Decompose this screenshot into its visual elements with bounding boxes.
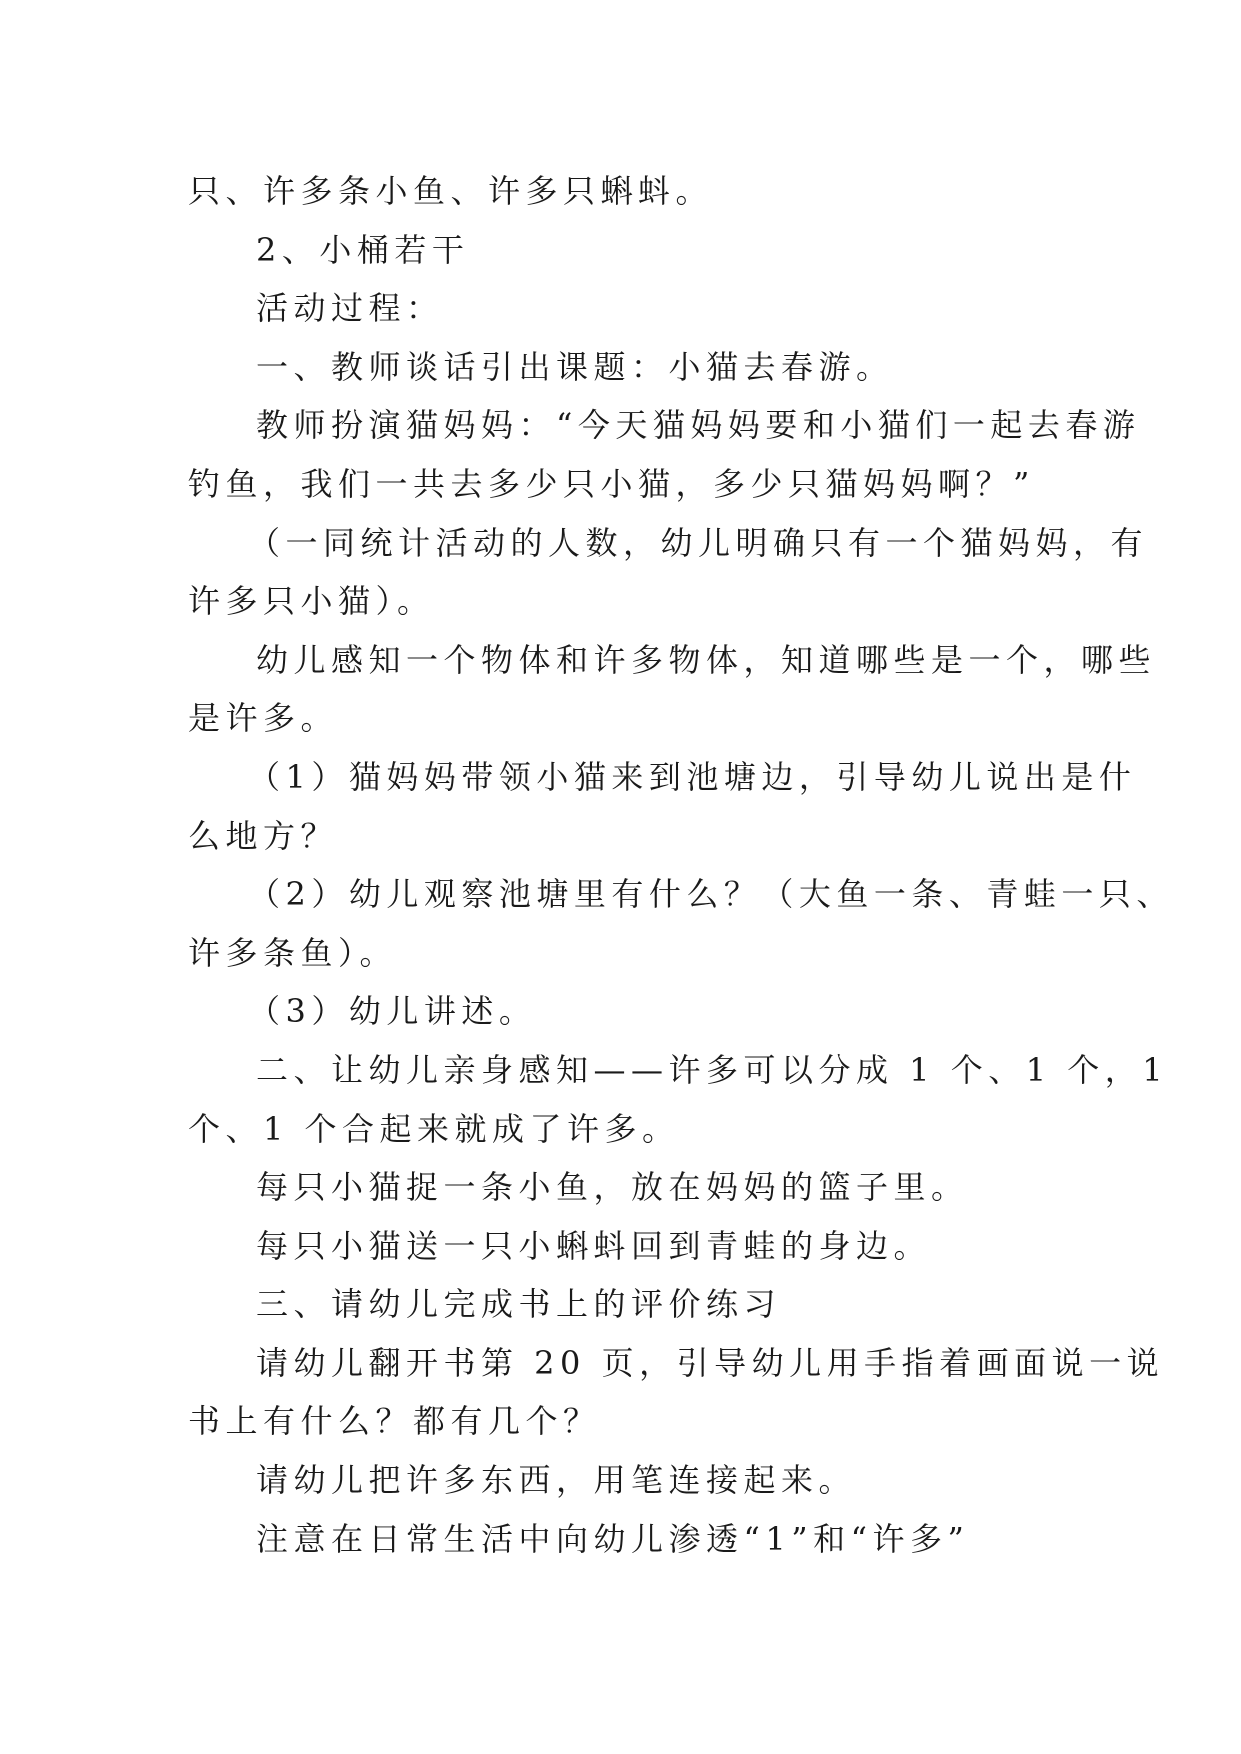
text-line: 教师扮演猫妈妈：“今天猫妈妈要和小猫们一起去春游	[256, 406, 1141, 445]
text-line: 许多只小猫）。	[188, 582, 435, 621]
text-line: 每只小猫捉一条小鱼，放在妈妈的篮子里。	[256, 1168, 969, 1207]
text-line: （2）幼儿观察池塘里有什么？（大鱼一条、青蛙一只、	[248, 875, 1174, 914]
section-heading: 二、让幼儿亲身感知——许多可以分成 1 个、1 个，1	[256, 1050, 1169, 1089]
text-line: 请幼儿翻开书第 20 页，引导幼儿用手指着画面说一说	[256, 1343, 1165, 1382]
text-line: 许多条鱼）。	[188, 933, 398, 972]
text-line: 注意在日常生活中向幼儿渗透“1”和“许多”	[256, 1519, 970, 1558]
text-line: （1）猫妈妈带领小猫来到池塘边，引导幼儿说出是什	[248, 757, 1137, 796]
text-line: 么地方？	[188, 816, 339, 855]
text-line: 只、许多条小鱼、许多只蝌蚪。	[188, 172, 714, 210]
text-line: 幼儿感知一个物体和许多物体，知道哪些是一个，哪些	[256, 640, 1157, 679]
section-heading: 三、请幼儿完成书上的评价练习	[256, 1285, 782, 1324]
text-line: 书上有什么？都有几个？	[188, 1402, 601, 1441]
text-line: 2、小桶若干	[256, 230, 470, 269]
text-line: 每只小猫送一只小蝌蚪回到青蛙的身边。	[256, 1226, 932, 1265]
text-line: 个、1 个合起来就成了许多。	[188, 1109, 680, 1148]
text-line: （3）幼儿讲述。	[248, 992, 537, 1031]
section-heading: 活动过程：	[256, 289, 444, 328]
document-body	[188, 162, 1174, 1568]
text-line: （一同统计活动的人数，幼儿明确只有一个猫妈妈，有	[248, 523, 1149, 562]
text-line: 钓鱼，我们一共去多少只小猫，多少只猫妈妈啊？”	[188, 464, 1035, 503]
section-heading: 一、教师谈话引出课题：小猫去春游。	[256, 347, 894, 386]
text-line: 是许多。	[188, 699, 339, 738]
text-line: 请幼儿把许多东西，用笔连接起来。	[256, 1461, 857, 1500]
